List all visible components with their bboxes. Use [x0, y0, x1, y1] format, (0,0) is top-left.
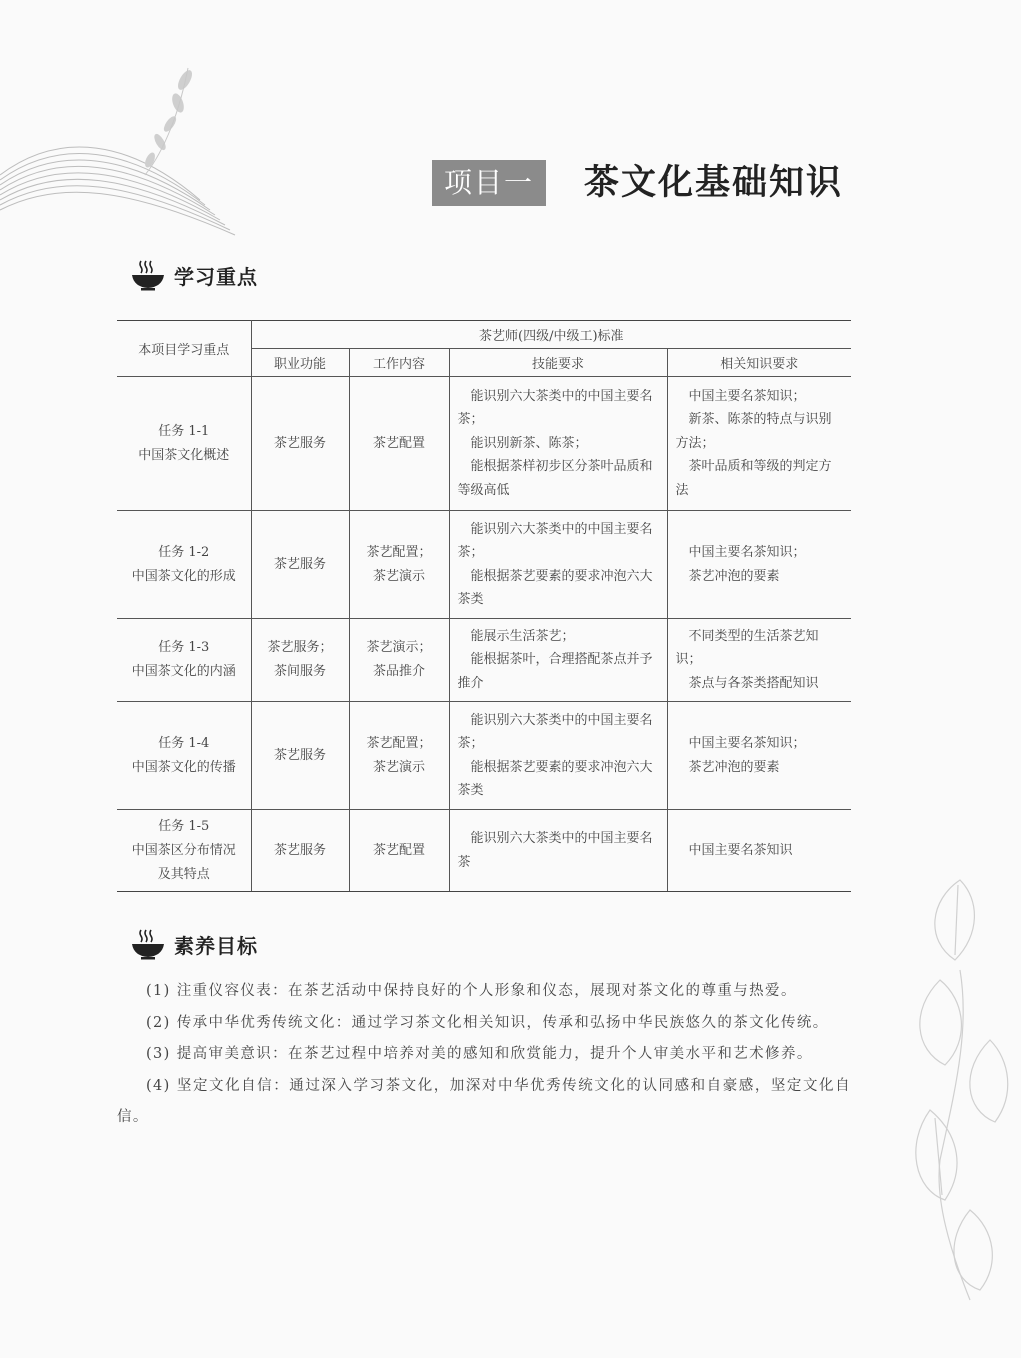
cell-line: 茶艺服务	[273, 556, 326, 572]
cell-line: 能根据茶样初步区分茶叶品质和等级高低	[457, 459, 653, 498]
knowledge-cell	[667, 619, 851, 702]
knowledge-cell	[667, 377, 851, 511]
objective-item: (4) 坚定文化自信：通过深入学习茶文化，加深对中华优秀传统文化的认同感和自豪感，坚定文化自信。	[117, 1077, 851, 1125]
function-cell	[251, 619, 349, 702]
cell-line: 茶艺冲泡的要素	[688, 568, 780, 584]
cell-line: 中国茶文化的传播	[131, 759, 236, 775]
work-cell	[349, 511, 449, 619]
cell-line: 中国茶文化的内涵	[131, 664, 236, 679]
cell-line: 能识别新茶、陈茶；	[470, 435, 588, 451]
skill-cell	[449, 377, 667, 511]
cell-line: 任务 1-2	[158, 544, 210, 560]
work-cell	[349, 702, 449, 810]
cell-line: 及其特点	[157, 866, 210, 882]
task-cell	[117, 511, 251, 619]
table-row	[117, 810, 851, 892]
table-row	[117, 377, 851, 511]
cell-line: 中国茶文化概述	[138, 447, 230, 463]
cell-line: 能识别六大茶类中的中国主要名茶；	[457, 388, 653, 428]
work-cell	[349, 810, 449, 892]
knowledge-cell	[667, 511, 851, 619]
skill-cell	[449, 702, 667, 810]
cell-line: 不同类型的生活茶艺知识；	[675, 628, 819, 668]
cell-line: 茶艺服务	[273, 747, 326, 763]
cell-line: 茶间服务	[273, 664, 326, 679]
function-cell	[251, 377, 349, 511]
section-heading-goals	[130, 928, 258, 960]
cell-line: 茶品推介	[372, 664, 425, 679]
cell-line: 任务 1-3	[158, 640, 210, 655]
cell-line: 中国主要名茶知识；	[688, 736, 806, 752]
cell-line: 任务 1-5	[158, 818, 210, 834]
section-title: 素养目标	[174, 933, 258, 958]
tea-leaf-decoration	[900, 860, 1021, 1340]
cell-line: 茶艺演示	[372, 568, 425, 584]
cell-line: 茶艺演示	[372, 759, 425, 775]
project-number-label: 项目一	[432, 160, 546, 206]
skill-cell	[449, 619, 667, 702]
tea-bowl-icon	[130, 259, 166, 291]
knowledge-cell	[667, 810, 851, 892]
cell-line: 茶艺配置；	[366, 544, 432, 560]
header-work: 工作内容	[349, 349, 449, 377]
cell-line: 中国茶文化的形成	[131, 568, 236, 584]
function-cell	[251, 810, 349, 892]
cell-line: 中国主要名茶知识；	[688, 545, 806, 561]
skill-cell	[449, 810, 667, 892]
cell-line: 茶艺服务	[273, 435, 326, 451]
cell-line: 中国主要名茶知识；	[688, 388, 806, 404]
cell-line: 中国茶区分布情况	[131, 842, 236, 858]
cell-line: 茶叶品质和等级的判定方法	[675, 459, 832, 498]
table-row	[117, 619, 851, 702]
table-row	[117, 511, 851, 619]
function-cell	[251, 511, 349, 619]
cell-line: 茶艺配置；	[366, 735, 432, 751]
cell-line: 茶艺配置	[372, 435, 425, 451]
header-knowledge: 相关知识要求	[667, 349, 851, 377]
cell-line: 能识别六大茶类中的中国主要名茶；	[457, 712, 653, 752]
objective-item: (2) 传承中华优秀传统文化：通过学习茶文化相关知识，传承和弘扬中华民族悠久的茶文化传统。	[146, 1014, 829, 1031]
objective-item: (1) 注重仪容仪表：在茶艺活动中保持良好的个人形象和仪态，展现对茶文化的尊重与热爱。	[146, 983, 797, 999]
learning-focus-table	[117, 320, 851, 892]
skill-cell	[449, 511, 667, 619]
header-standard: 茶艺师(四级/中级工)标准	[251, 321, 851, 349]
work-cell	[349, 377, 449, 511]
section-title: 学习重点	[174, 264, 258, 289]
cell-line: 任务 1-1	[158, 423, 210, 439]
section-heading-focus	[130, 259, 258, 291]
header-skill: 技能要求	[449, 349, 667, 377]
cell-line: 新茶、陈茶的特点与识别方法；	[675, 412, 832, 451]
cell-line: 任务 1-4	[158, 735, 210, 751]
header-function: 职业功能	[251, 349, 349, 377]
cell-line: 茶艺冲泡的要素	[688, 759, 780, 775]
task-cell	[117, 702, 251, 810]
cell-line: 能识别六大茶类中的中国主要名茶；	[457, 521, 653, 561]
tea-leaf-decoration	[0, 0, 300, 260]
cell-line: 茶点与各茶类搭配知识	[688, 675, 819, 691]
cell-line: 茶艺服务；	[267, 640, 333, 655]
cell-line: 茶艺演示；	[366, 640, 432, 655]
cell-line: 能展示生活茶艺；	[470, 628, 575, 644]
knowledge-cell	[667, 702, 851, 810]
cell-line: 能根据茶艺要素的要求冲泡六大茶类	[457, 759, 653, 798]
work-cell	[349, 619, 449, 702]
objective-item: (3) 提高审美意识：在茶艺过程中培养对美的感知和欣赏能力，提升个人审美水平和艺术修养。	[146, 1046, 813, 1062]
cell-line: 茶艺服务	[273, 842, 326, 858]
cell-line: 茶艺配置	[372, 842, 425, 858]
task-cell	[117, 619, 251, 702]
objectives-list	[117, 976, 851, 1134]
task-cell	[117, 810, 251, 892]
page-title: 茶文化基础知识	[584, 163, 844, 203]
tea-bowl-icon	[130, 928, 166, 960]
cell-line: 能根据茶艺要素的要求冲泡六大茶类	[457, 568, 653, 607]
cell-line: 能根据茶叶，合理搭配茶点并予推介	[457, 652, 653, 691]
task-cell	[117, 377, 251, 511]
table-row	[117, 702, 851, 810]
cell-line: 中国主要名茶知识	[688, 842, 793, 858]
cell-line: 能识别六大茶类中的中国主要名茶	[457, 831, 653, 870]
function-cell	[251, 702, 349, 810]
header-focus: 本项目学习重点	[117, 321, 251, 377]
